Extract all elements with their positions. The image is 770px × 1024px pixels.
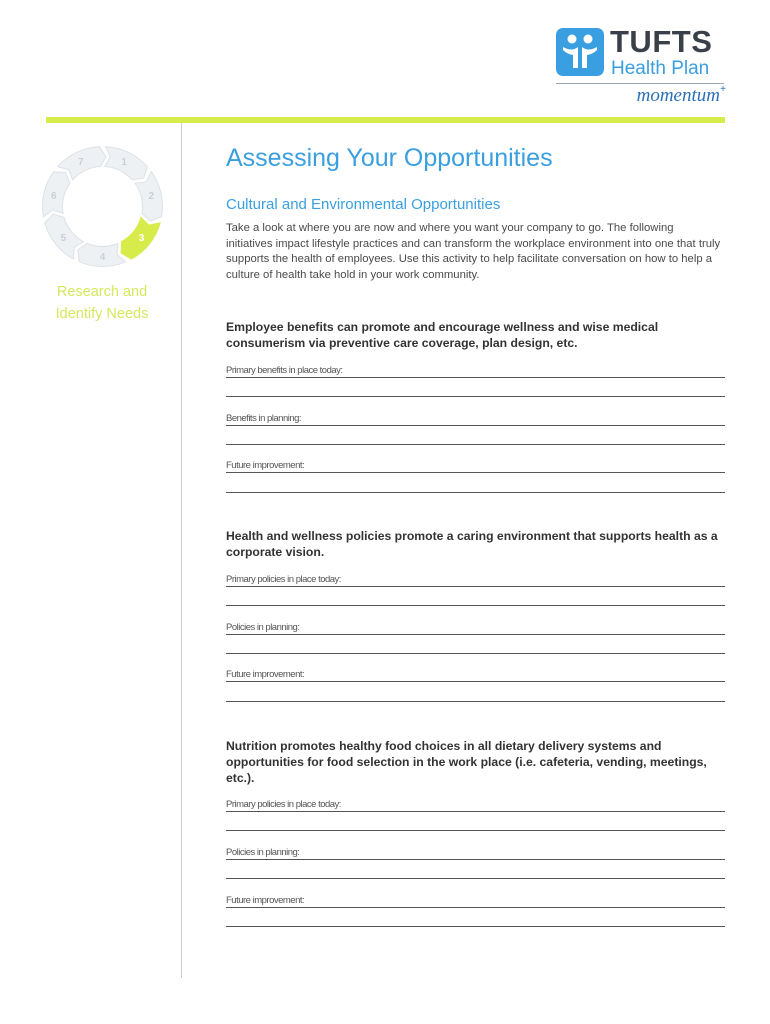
field-continuation-line[interactable]	[226, 605, 725, 606]
field-continuation-line[interactable]	[226, 653, 725, 654]
future-improvement-field[interactable]	[226, 667, 725, 682]
cycle-step-number: 2	[148, 190, 155, 202]
cycle-svg	[40, 144, 165, 269]
people-icon	[556, 28, 604, 76]
page-subtitle: Cultural and Environmental Opportunities	[226, 196, 501, 213]
section-nutrition	[226, 738, 725, 906]
page-title: Assessing Your Opportunities	[226, 144, 553, 172]
cycle-step-number: 1	[121, 156, 127, 168]
primary-benefits-field[interactable]	[226, 363, 725, 378]
policies-planning-field[interactable]	[226, 620, 725, 635]
field-continuation-line[interactable]	[226, 830, 725, 831]
process-cycle-diagram	[40, 144, 165, 269]
field-label: Future improvement:	[226, 669, 305, 680]
cycle-step-number: 4	[99, 252, 106, 263]
field-label: Future improvement:	[226, 460, 305, 471]
logo-brand: TUFTS	[610, 24, 713, 59]
field-continuation-line[interactable]	[226, 926, 725, 927]
section-heading: Health and wellness policies promote a caring environment that supports health as a corporate vision.	[226, 529, 718, 559]
field-label: Primary policies in place today:	[226, 799, 341, 810]
policies-planning-field[interactable]	[226, 845, 725, 860]
field-continuation-line[interactable]	[226, 878, 725, 879]
field-label: Primary benefits in place today:	[226, 365, 343, 376]
field-continuation-line[interactable]	[226, 492, 725, 493]
future-improvement-field[interactable]	[226, 458, 725, 473]
section-benefits	[226, 319, 725, 471]
logo-tagline: momentum	[636, 85, 720, 106]
section-heading: Nutrition promotes healthy food choices in all dietary delivery systems and opportunities for food selection in the work place (i.e. cafeteria, vending, meetings, etc.).	[226, 739, 707, 785]
sidebar-step-label: Research and Identify Needs	[55, 284, 149, 322]
primary-policies-field[interactable]	[226, 797, 725, 812]
field-continuation-line[interactable]	[226, 396, 725, 397]
field-label: Policies in planning:	[226, 622, 300, 633]
sidebar-divider	[181, 123, 182, 978]
field-label: Primary policies in place today:	[226, 574, 341, 585]
logo-rule	[556, 83, 724, 84]
primary-policies-field[interactable]	[226, 572, 725, 587]
cycle-step-number: 5	[60, 233, 67, 245]
section-heading: Employee benefits can promote and encourage wellness and wise medical consumerism via preventive care coverage, plan design, etc.	[226, 320, 659, 350]
tufts-logo	[556, 26, 726, 106]
field-label: Policies in planning:	[226, 847, 300, 858]
field-label: Benefits in planning:	[226, 413, 302, 424]
field-continuation-line[interactable]	[226, 701, 725, 702]
field-continuation-line[interactable]	[226, 444, 725, 445]
logo-product: Health Plan	[611, 58, 710, 79]
logo-tagline-mark: +	[720, 84, 726, 95]
cycle-step-number: 3	[138, 233, 145, 245]
cycle-step-number: 6	[50, 190, 57, 202]
field-label: Future improvement:	[226, 895, 305, 906]
section-policies	[226, 528, 725, 680]
intro-paragraph: Take a look at where you are now and where you want your company to go. The following initiatives impact lifestyle practices and can transform the workplace environment into one that truly supports the health of employees. Use this activity to help facilitate conversation on how to help a culture of health take hold in your work community.	[226, 222, 721, 281]
benefits-planning-field[interactable]	[226, 411, 725, 426]
cycle-step-number: 7	[78, 156, 84, 168]
header-accent-bar	[46, 117, 725, 123]
future-improvement-field[interactable]	[226, 893, 725, 908]
